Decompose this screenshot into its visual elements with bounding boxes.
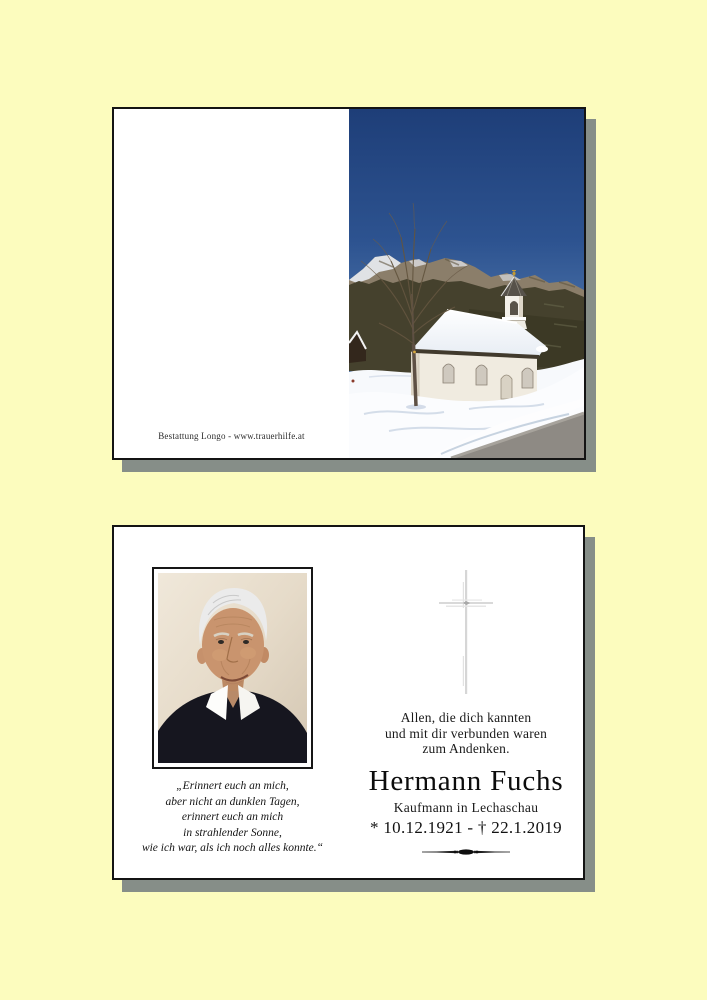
life-dates: * 10.12.1921 - † 22.1.2019: [370, 818, 562, 837]
dedication-line: zum Andenken.: [422, 741, 510, 757]
portrait-photo-frame: [152, 567, 313, 769]
quote-line: wie ich war, als ich noch alles konnte.“: [141, 842, 324, 854]
memorial-quote: [114, 779, 351, 857]
quote-line: erinnert euch an mich: [181, 811, 284, 823]
memorial-card-inside: [112, 525, 585, 880]
dedication-line: Allen, die dich kannten: [400, 710, 532, 725]
quote-line: „Erinnert euch an mich,: [176, 780, 289, 792]
quote-line: aber nicht an dunklen Tagen,: [165, 795, 300, 808]
winter-chapel-photo: [349, 109, 584, 458]
funeral-home-imprint: Bestattung Longo - www.trauerhilfe.at: [158, 431, 305, 441]
deceased-occupation: Kaufmann in Lechaschau: [393, 800, 539, 815]
dedication-text: [349, 710, 583, 757]
memorial-card-outside: [112, 107, 586, 460]
dedication-line: und mit dir verbunden waren: [384, 725, 548, 741]
quote-line: in strahlender Sonne,: [183, 826, 282, 839]
obituary-panel: [349, 527, 583, 878]
sketched-cross-icon: [438, 568, 494, 696]
deceased-name: Hermann Fuchs: [368, 765, 564, 797]
portrait-of-deceased: [158, 573, 307, 763]
ornamental-divider-icon: [422, 847, 510, 857]
